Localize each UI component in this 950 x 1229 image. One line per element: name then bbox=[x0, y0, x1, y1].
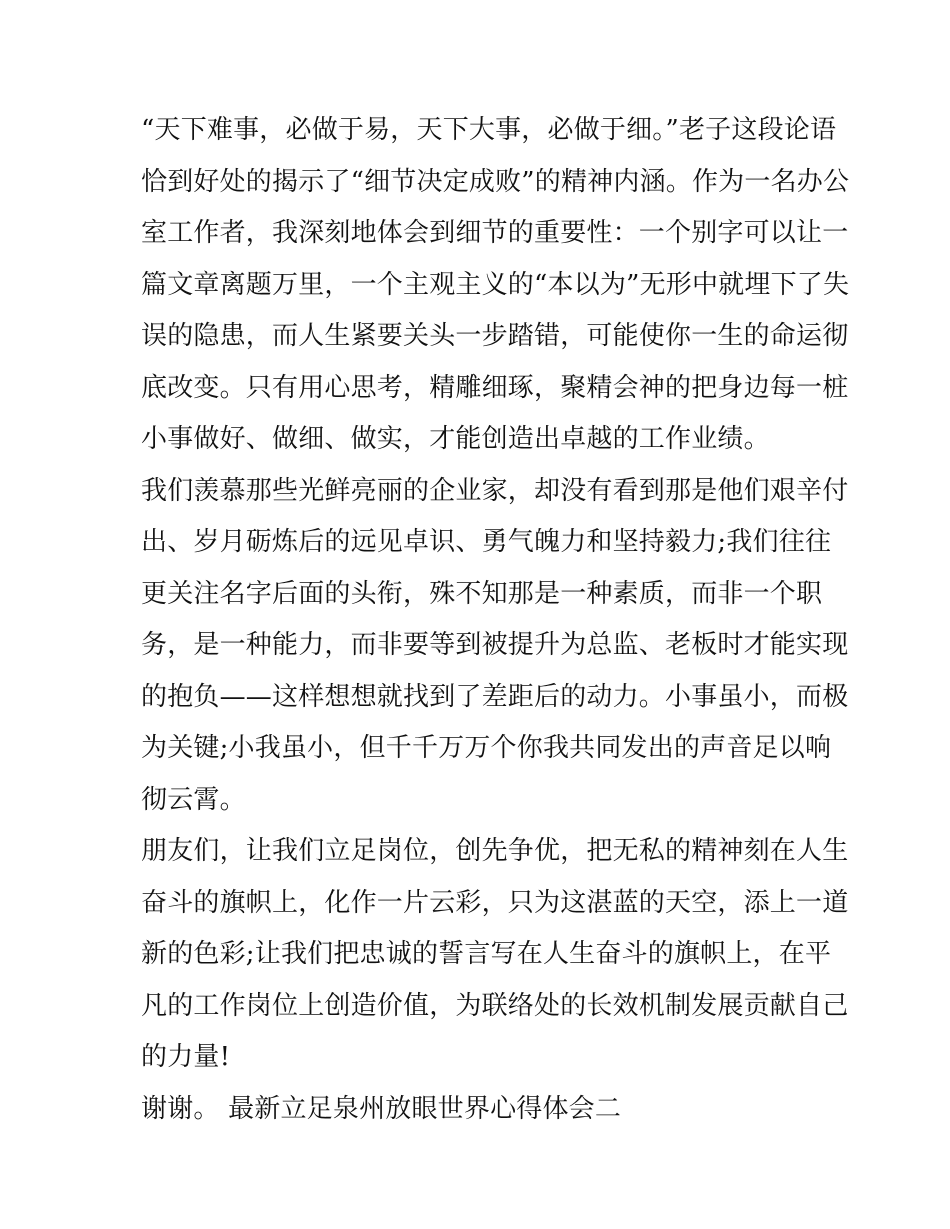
document-body bbox=[141, 105, 850, 1135]
text-line: 室工作者，我深刻地体会到细节的重要性：一个别字可以让一 bbox=[141, 218, 849, 248]
text-line: 小事做好、做细、做实，才能创造出卓越的工作业绩。 bbox=[141, 424, 770, 454]
text-line: “天下难事，必做于易，天下大事，必做于细。”老子这段论语 bbox=[141, 115, 837, 145]
text-line: 恰到好处的揭示了“细节决定成败”的精神内涵。作为一名办公 bbox=[141, 166, 850, 197]
text-line: 的抱负——这样想想就找到了差距后的动力。小事虽小，而极 bbox=[141, 681, 849, 712]
text-line: 篇文章离题万里，一个主观主义的“本以为”无形中就埋下了失 bbox=[141, 269, 850, 300]
text-line: 我们羡慕那些光鲜亮丽的企业家，却没有看到那是他们艰辛付 bbox=[141, 475, 849, 506]
text-line: 务，是一种能力，而非要等到被提升为总监、老板时才能实现 bbox=[141, 630, 849, 660]
text-line: 误的隐患，而人生紧要关头一步踏错，可能使你一生的命运彻 bbox=[141, 321, 849, 351]
text-line: 谢谢。 最新立足泉州放眼世界心得体会二 bbox=[141, 1093, 622, 1124]
text-line: 出、岁月砺炼后的远见卓识、勇气魄力和坚持毅力;我们往往 bbox=[141, 527, 832, 557]
text-line: 更关注名字后面的头衔，殊不知那是一种素质，而非一个职 bbox=[141, 578, 823, 609]
text-line: 奋斗的旗帜上，化作一片云彩，只为这湛蓝的天空，添上一道 bbox=[141, 887, 849, 918]
text-line: 彻云霄。 bbox=[141, 784, 246, 815]
text-line: 为关键;小我虽小，但千千万万个你我共同发出的声音足以响 bbox=[141, 733, 832, 763]
text-line: 底改变。只有用心思考，精雕细琢，聚精会神的把身边每一桩 bbox=[141, 372, 849, 403]
text-line: 朋友们，让我们立足岗位，创先争优，把无私的精神刻在人生 bbox=[141, 836, 849, 866]
text-line: 凡的工作岗位上创造价值，为联络处的长效机制发展贡献自己 bbox=[141, 990, 849, 1021]
text-line: 新的色彩;让我们把忠诚的誓言写在人生奋斗的旗帜上，在平 bbox=[141, 939, 832, 969]
text-line: 的力量! bbox=[141, 1042, 231, 1072]
